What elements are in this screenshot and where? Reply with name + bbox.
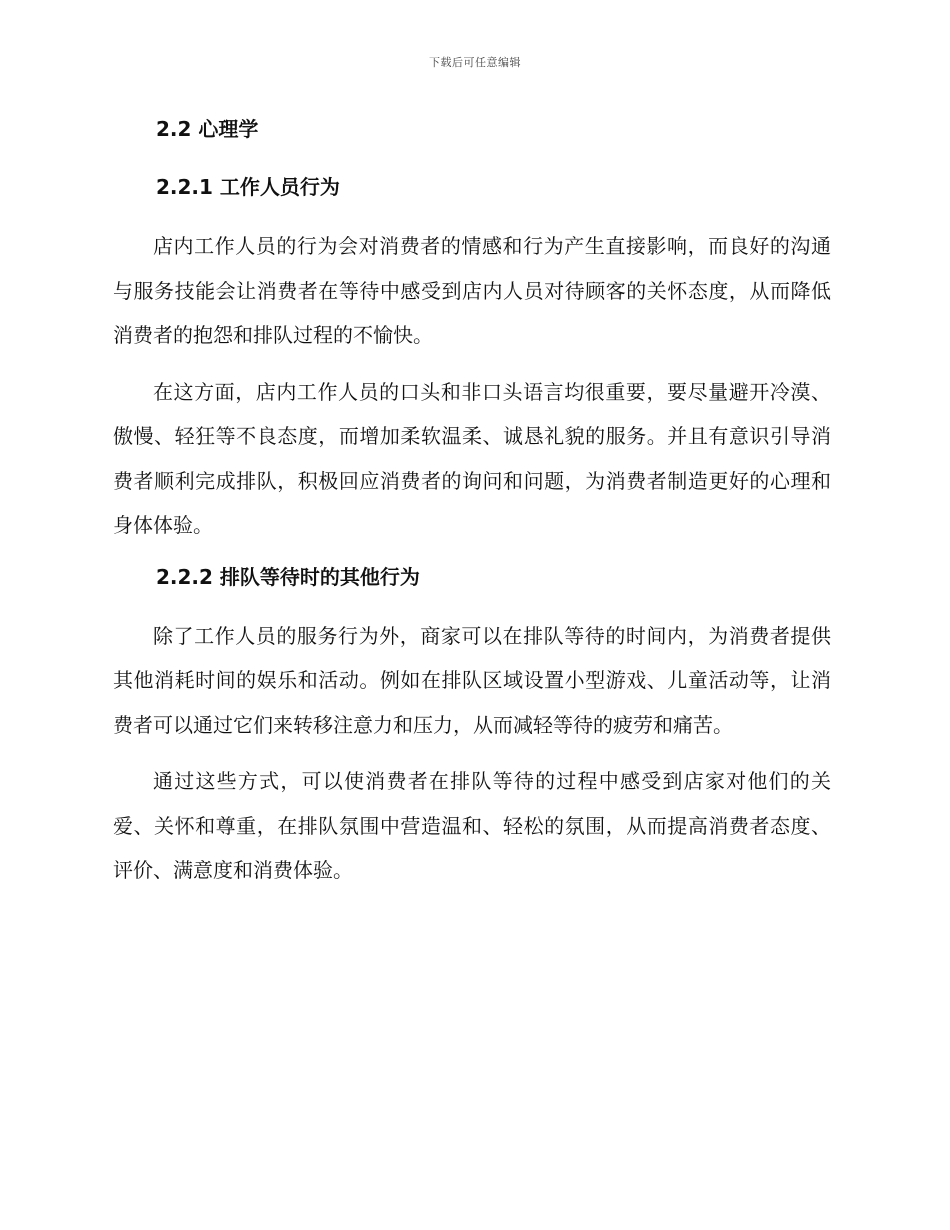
document-body	[113, 112, 831, 905]
paragraph: 除了工作人员的服务行为外，商家可以在排队等待的时间内，为消费者提供其他消耗时间的娱乐和活动。例如在排队区域设置小型游戏、儿童活动等，让消费者可以通过它们来转移注意力和压力，从而减轻等待的疲劳和痛苦。	[113, 623, 831, 737]
subsection-heading-other-behaviors: 2.2.2 排队等待时的其他行为	[156, 564, 420, 589]
paragraph: 店内工作人员的行为会对消费者的情感和行为产生直接影响，而良好的沟通与服务技能会让消费者在等待中感受到店内人员对待顾客的关怀态度，从而降低消费者的抱怨和排队过程的不愉快。	[113, 234, 831, 347]
paragraph: 在这方面，店内工作人员的口头和非口头语言均很重要，要尽量避开冷漠、傲慢、轻狂等不良态度，而增加柔软温柔、诚恳礼貌的服务。并且有意识引导消费者顺利完成排队，积极回应消费者的询问和问题，为消费者制造更好的心理和身体体验。	[113, 379, 831, 537]
subsection-heading-staff-behavior: 2.2.1 工作人员行为	[156, 175, 340, 199]
paragraph: 通过这些方式，可以使消费者在排队等待的过程中感受到店家对他们的关爱、关怀和尊重，在排队氛围中营造温和、轻松的氛围，从而提高消费者态度、评价、满意度和消费体验。	[113, 769, 831, 882]
section-heading: 2.2 心理学	[156, 117, 259, 141]
running-header: 下载后可任意编辑	[429, 56, 521, 69]
